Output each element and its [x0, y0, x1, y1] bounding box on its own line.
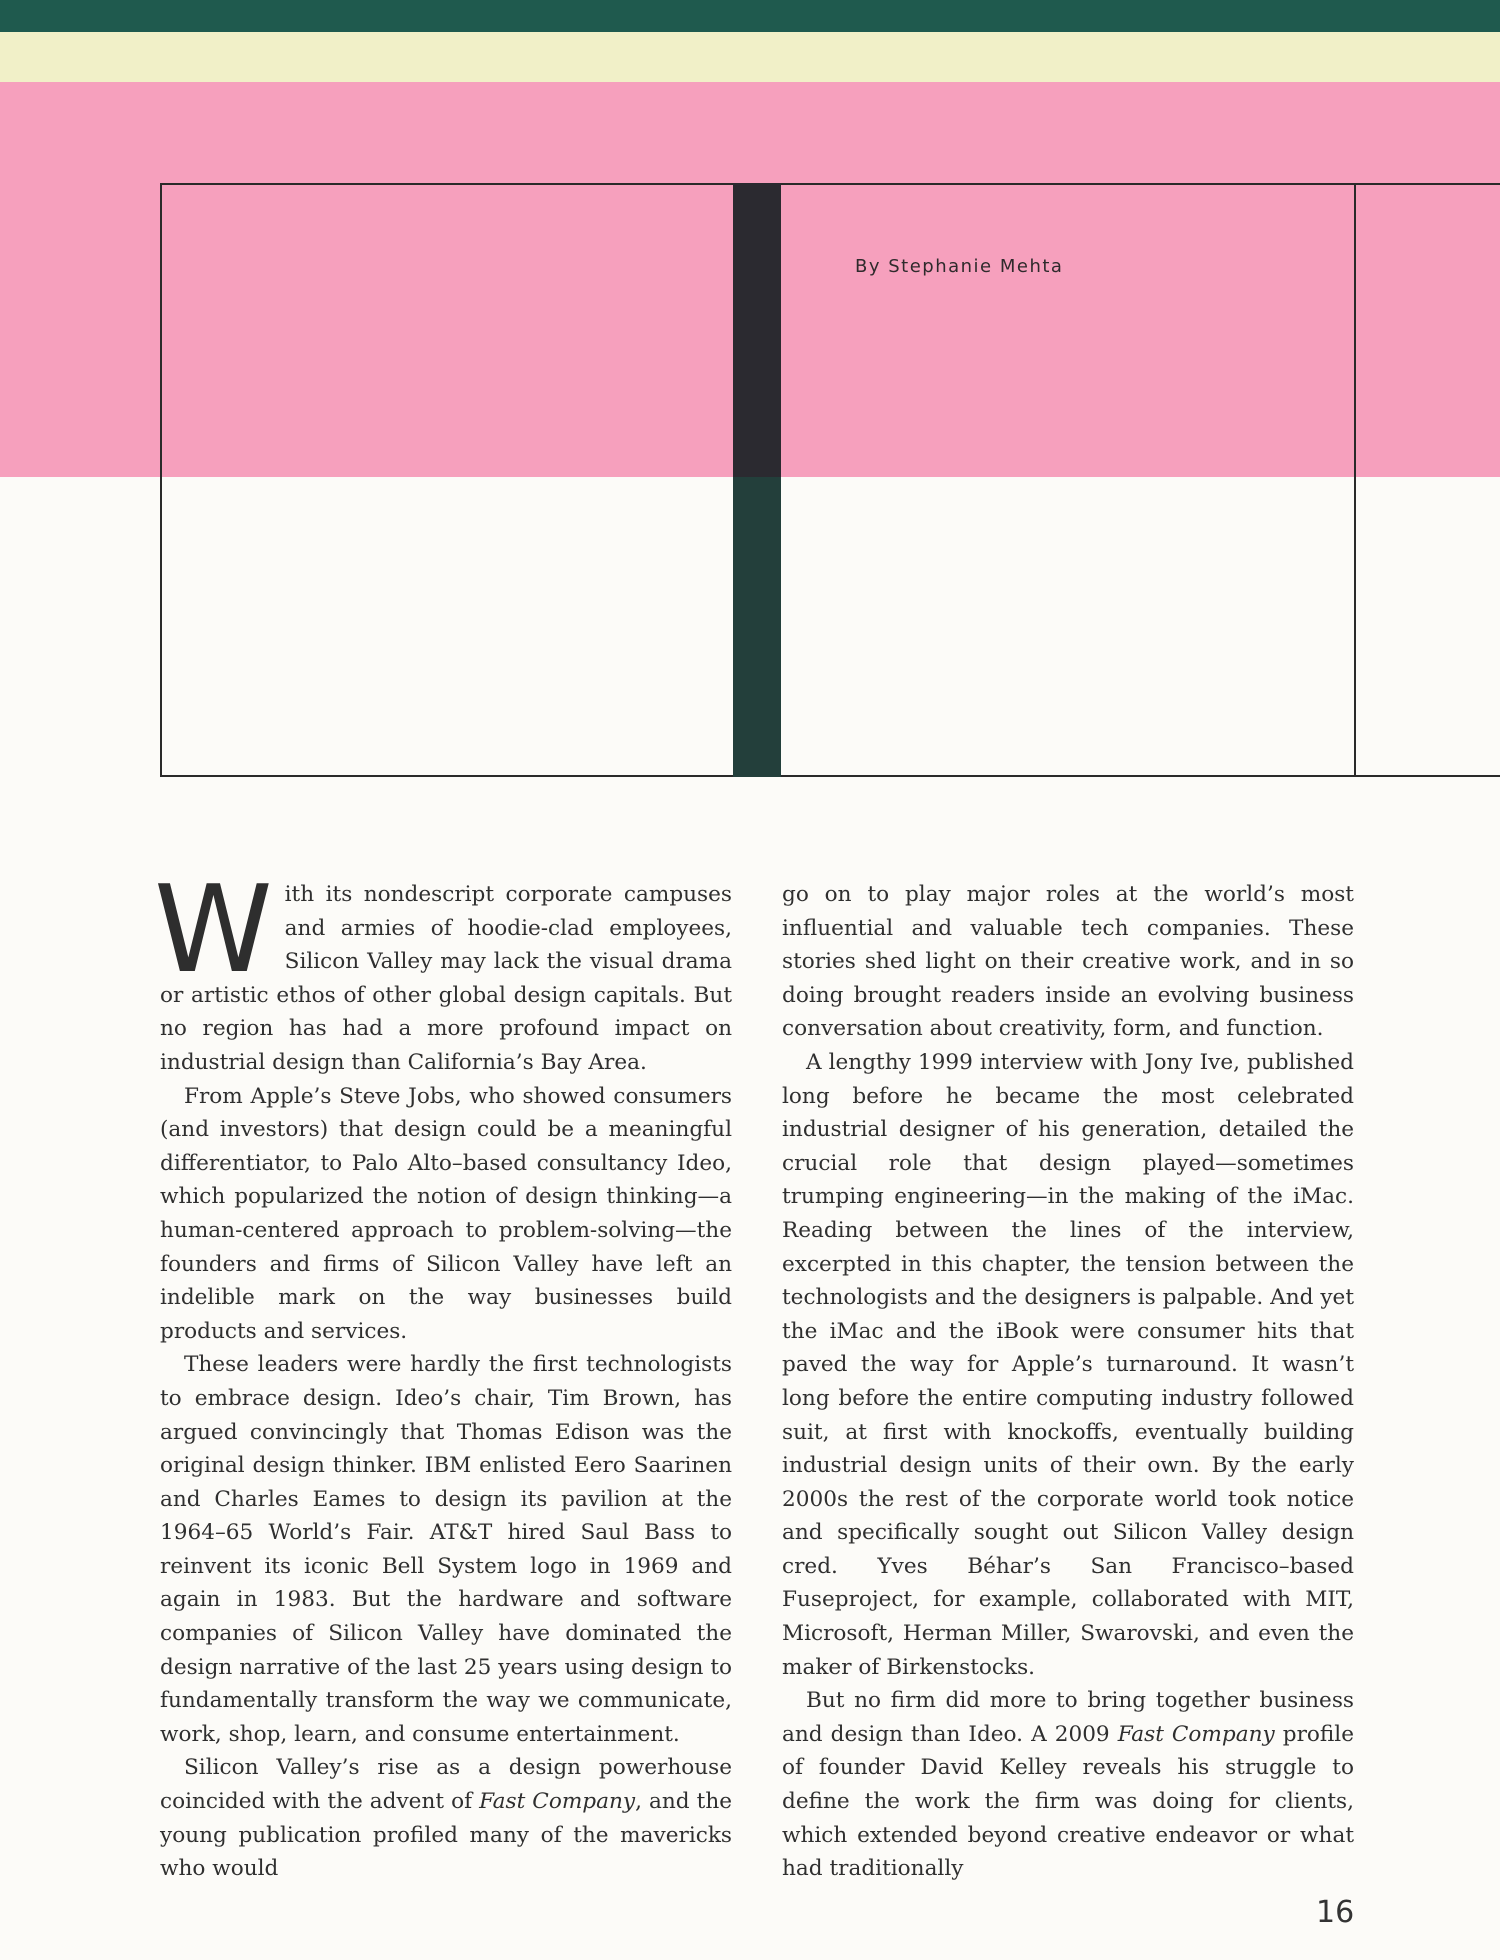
page-number: 16 [1316, 1895, 1355, 1930]
paragraph-text: ith its nondescript corporate campuses and armies of hoodie-clad employees, Silicon Valley may lack the visual drama or artistic ethos of other global design capitals. But no region has had a more profound impact on industrial design than California’s Bay Area. [160, 882, 732, 1075]
cream-band [0, 32, 1500, 82]
publication-title: Fast Company [1117, 1721, 1275, 1747]
frame-right-rule [1354, 183, 1356, 777]
paragraph: From Apple’s Steve Jobs, who showed consumers (and investors) that design could be a meaningful differentiator, to Palo Alto–based consultancy Ideo, which popularized the notion of design thinking—a human-centered approach to problem-solving—the founders and firms of Silicon Valley have left an indelible mark on the way businesses build products and services. [160, 1083, 732, 1344]
drop-cap: W [154, 861, 273, 1000]
byline: By Stephanie Mehta [855, 256, 1064, 277]
dark-vertical-bar-overprint [733, 183, 781, 477]
paragraph [154, 861, 732, 1080]
frame-top-rule [160, 183, 1500, 185]
paragraph: These leaders were hardly the first technologists to embrace design. Ideo’s chair, Tim Brown, has argued convincingly that Thomas Edison was the original design thinker. IBM enlisted Eero Saarinen and Charles Eames to design its pavilion at the 1964–65 World’s Fair. AT&T hired Saul Bass to reinvent its iconic Bell System logo in 1969 and again in 1983. But the hardware and software companies of Silicon Valley have dominated the design narrative of the last 25 years using design to fundamentally transform the way we communicate, work, shop, learn, and consume entertainment. [160, 1352, 732, 1747]
frame-bottom-rule [160, 775, 1500, 777]
paragraph-text: But no firm did more to bring together business and design than Ideo. A 2009 [782, 1688, 1354, 1747]
article-column-left [154, 861, 733, 1886]
paragraph: A lengthy 1999 interview with Jony Ive, published long before he became the most celebrated industrial designer of his generation, detailed the crucial role that design played—sometimes trumping engineering—in the making of the iMac. Reading between the lines of the interview, excerpted in this chapter, the tension between the technologists and the designers is palpable. And yet the iMac and the iBook were consumer hits that paved the way for Apple’s turnaround. It wasn’t long before the entire computing industry followed suit, at first with knockoffs, eventually building industrial design units of their own. By the early 2000s the rest of the corporate world took notice and specifically sought out Silicon Valley design cred. Yves Béhar’s San Francisco–based Fuseproject, for example, collaborated with MIT, Microsoft, Herman Miller, Swarovski, and even the maker of Birkenstocks. [782, 1049, 1355, 1680]
article-column-right [782, 878, 1354, 1886]
paragraph: go on to play major roles at the world’s most influential and valuable tech companies. These stories shed light on their creative work, and in so doing brought readers inside an evolving business conversation about creativity, form, and function. [782, 882, 1354, 1042]
publication-title: Fast Company [479, 1789, 636, 1815]
paragraph [782, 1684, 1354, 1886]
paragraph [160, 1751, 732, 1885]
paragraph-text: Silicon Valley’s rise as a design powerhouse coincided with the advent of [160, 1755, 732, 1815]
frame-left-rule [160, 183, 162, 777]
paragraph-text: profile of founder David Kelley reveals his struggle to define the work the firm was doing for clients, which extended beyond creative endeavor or what had traditionally [782, 1721, 1354, 1882]
top-teal-band [0, 0, 1500, 32]
paragraph-text: , and the young publication profiled many of the mavericks who would [160, 1789, 733, 1882]
